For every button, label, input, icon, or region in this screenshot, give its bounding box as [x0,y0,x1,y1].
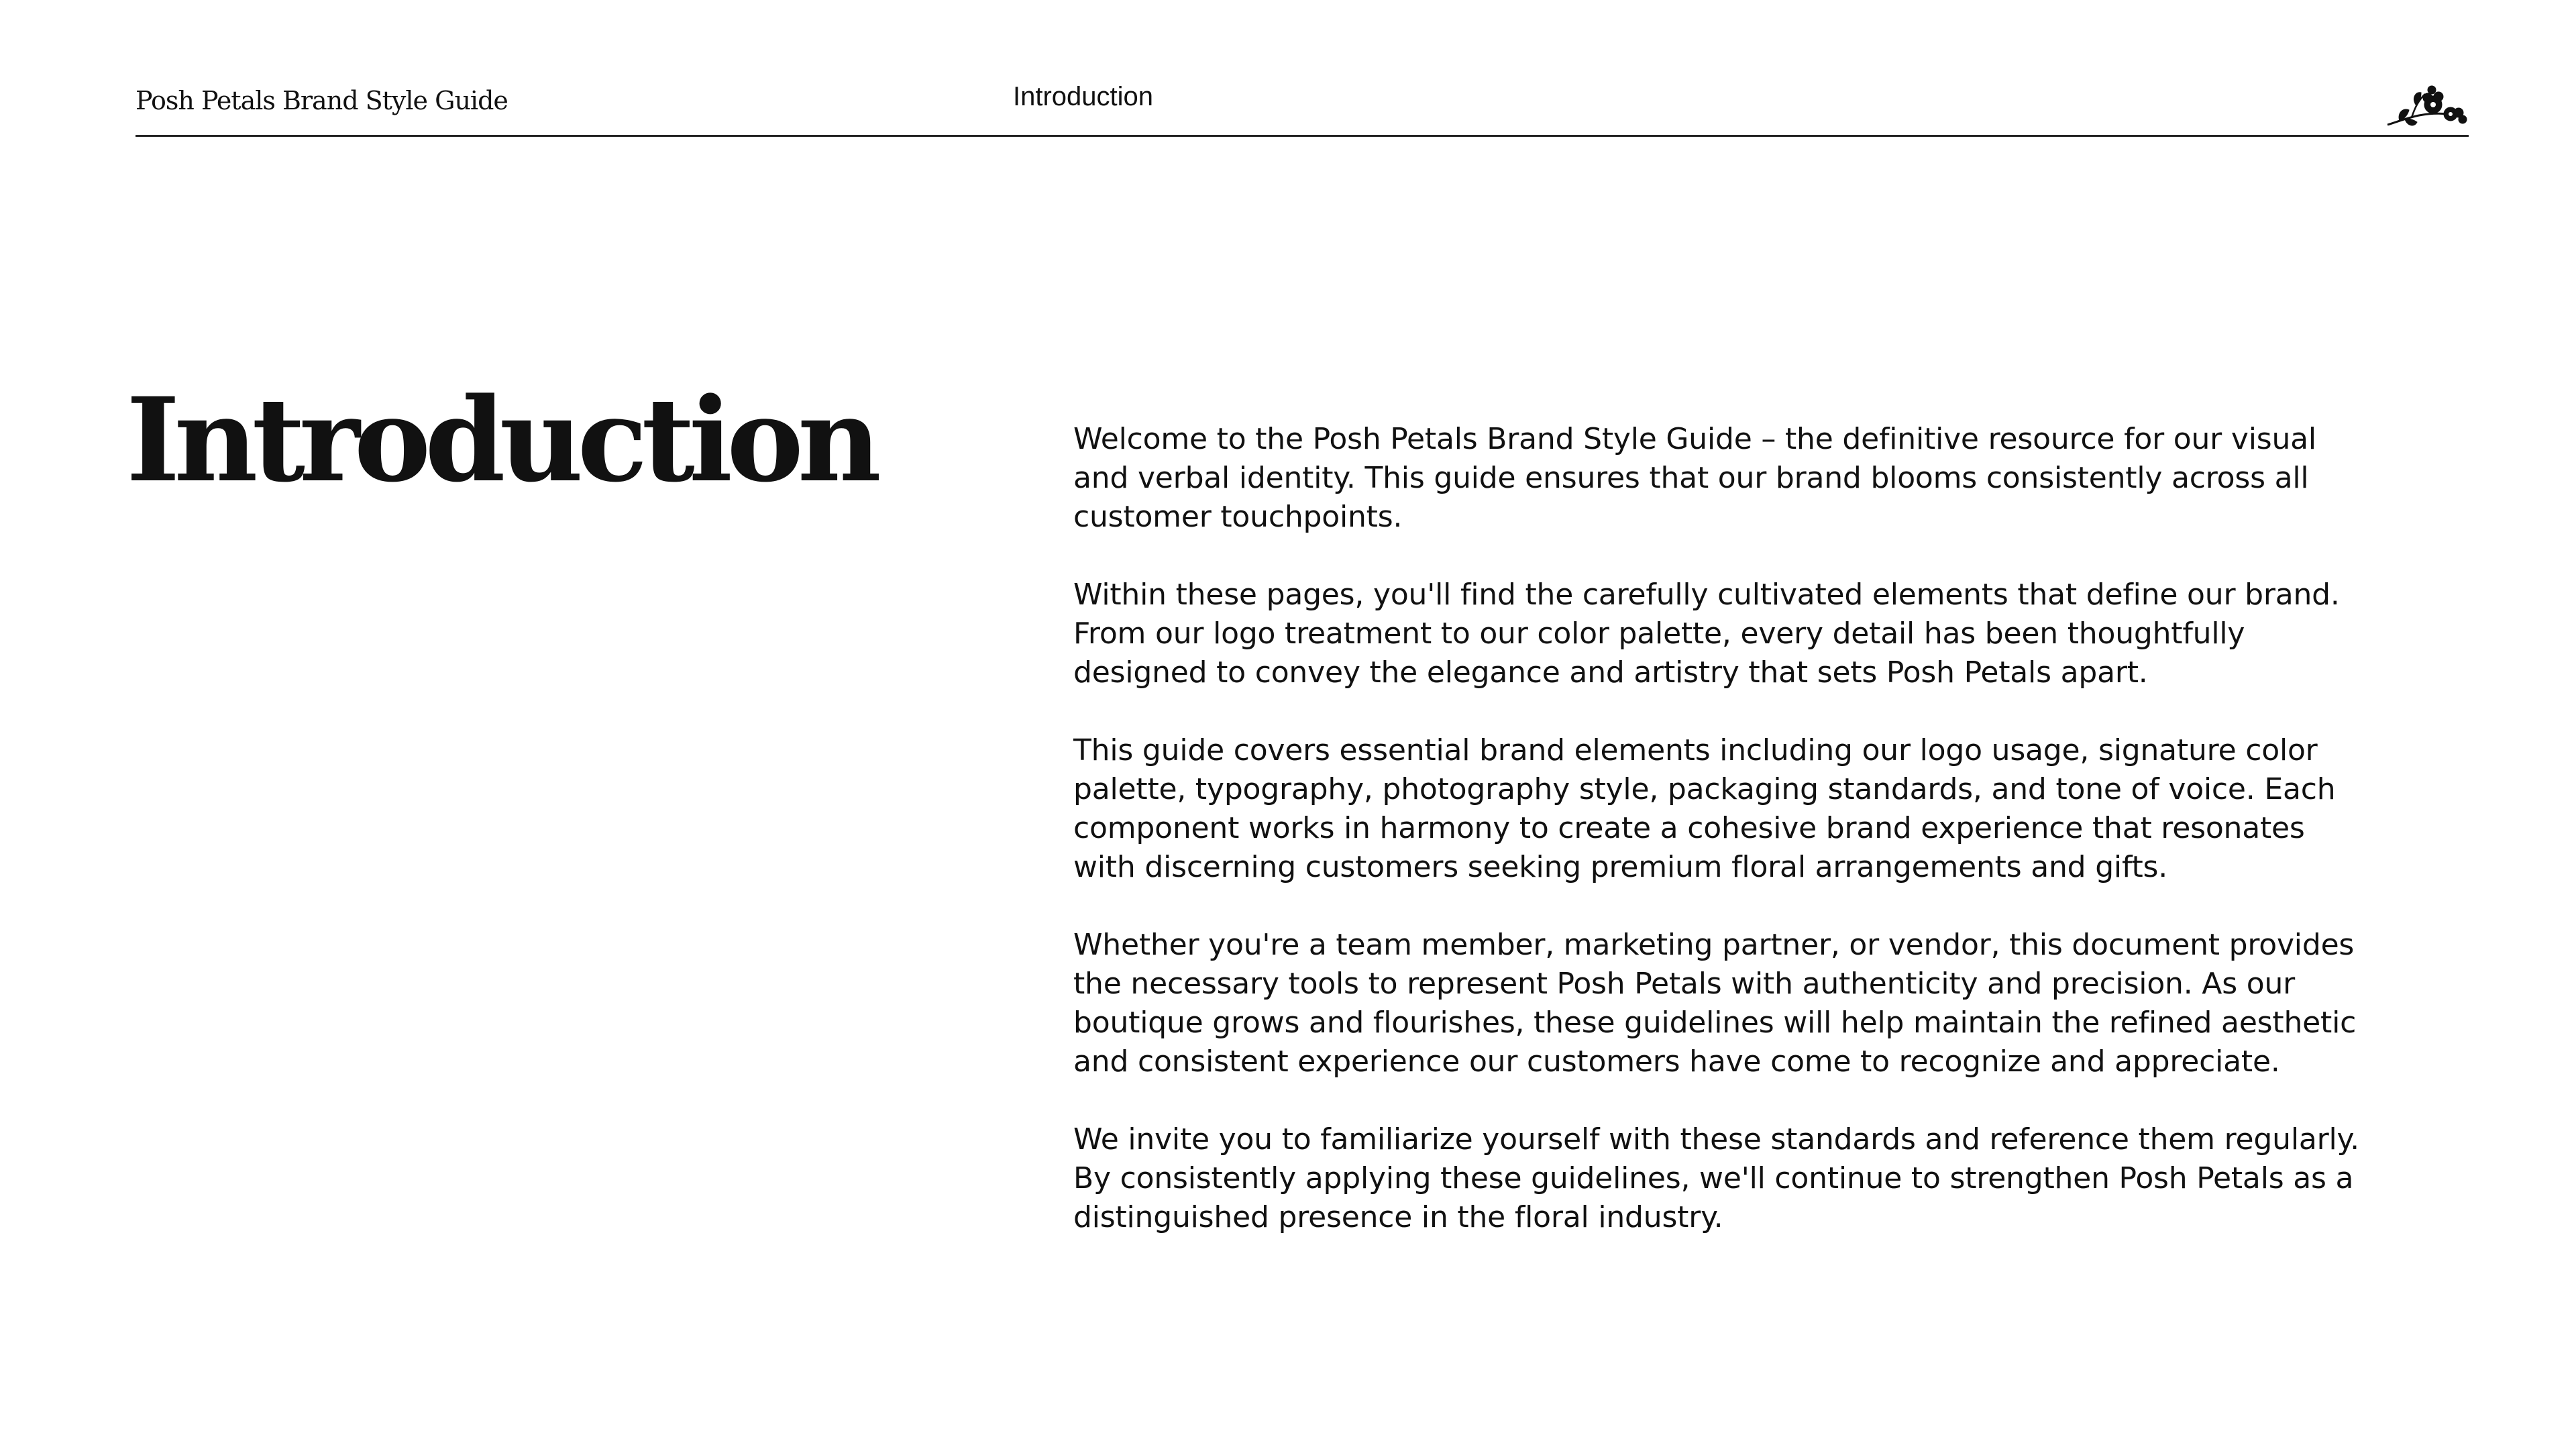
intro-paragraph: Whether you're a team member, marketing partner, or vendor, this document provides the necessary tools to represent Posh Petals with authenticity and precision. As our boutique grows and flourishes, these guidelines will help maintain the refined aesthetic and consistent experience our customers have come to recognize and appreciate. [1073,928,2357,1079]
header-divider [136,135,2469,137]
page-heading: Introduction [126,372,875,508]
intro-paragraph: This guide covers essential brand elements including our logo usage, signature color palette, typography, photography style, packaging standards, and tone of voice. Each component works in harmony to create a cohesive brand experience that resonates with discerning customers seeking premium floral arrangements and gifts. [1073,733,2336,884]
floral-sprig-icon [2385,80,2469,129]
intro-paragraph: Within these pages, you'll find the carefully cultivated elements that define our brand. From our logo treatment to our color palette, every detail has been thoughtfully designed to convey the elegance and artistry that sets Posh Petals apart. [1073,578,2340,690]
intro-paragraph: Welcome to the Posh Petals Brand Style Guide – the definitive resource for our visual and verbal identity. This guide ensures that our brand blooms consistently across all customer touchpoints. [1073,422,2316,534]
intro-body [1073,420,2361,1276]
guide-title: Posh Petals Brand Style Guide [136,86,508,115]
intro-paragraph: We invite you to familiarize yourself with these standards and reference them regularly. By consistently applying these guidelines, we'll continue to strengthen Posh Petals as a distinguished presence in the floral industry. [1073,1122,2359,1234]
section-label: Introduction [1013,82,1154,111]
